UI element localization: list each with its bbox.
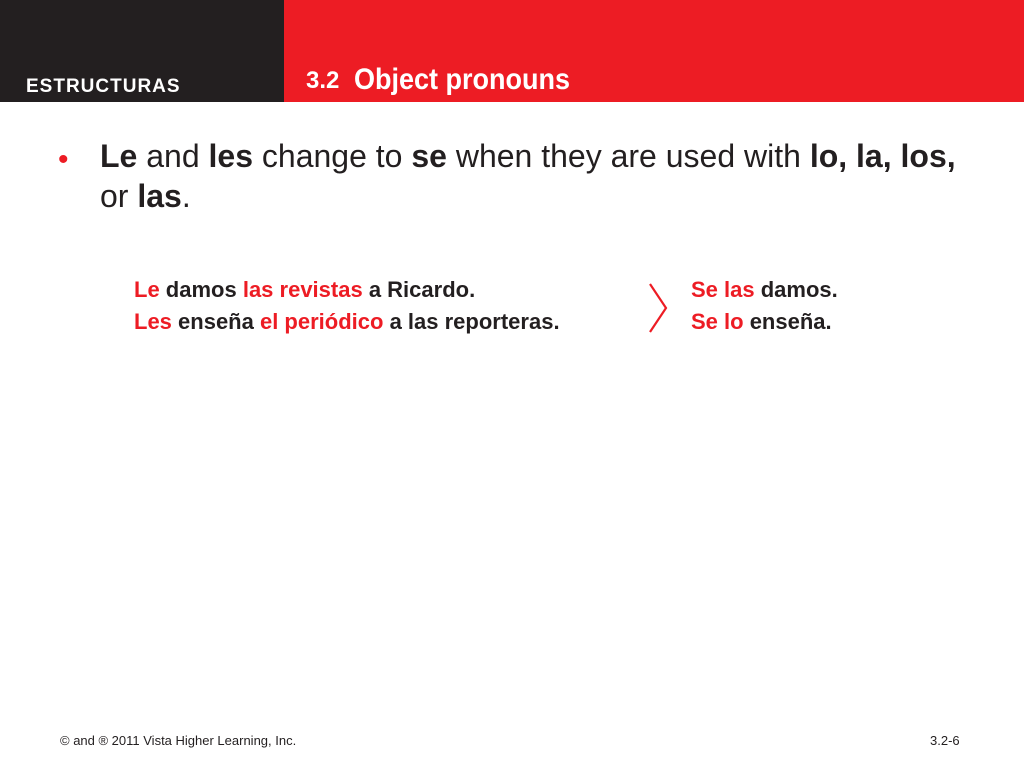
highlighted-pronoun-phrase: las revistas xyxy=(242,277,363,302)
example-sentences-original xyxy=(134,274,560,338)
bullet-marker: • xyxy=(58,143,69,176)
example-sentence xyxy=(134,306,560,338)
bullet-text-segment: when they are used with xyxy=(446,138,810,174)
rewritten-sentence xyxy=(691,306,838,338)
bullet-bold-term: Le xyxy=(100,138,138,174)
lesson-title: Object pronouns xyxy=(354,63,570,96)
highlighted-pronoun-phrase: Les xyxy=(134,309,172,334)
slide-header xyxy=(0,0,1024,102)
bullet-bold-term: las xyxy=(137,178,182,214)
rewritten-sentence xyxy=(691,274,838,306)
bullet-text-segment: change to xyxy=(253,138,412,174)
bullet-text-segment: or xyxy=(100,178,138,214)
copyright-notice: © and ® 2011 Vista Higher Learning, Inc. xyxy=(60,733,297,748)
sentence-text: enseña xyxy=(171,309,260,334)
chevron-right-icon xyxy=(646,282,670,334)
bullet-text xyxy=(100,136,980,216)
example-sentence xyxy=(134,274,560,306)
sentence-text: a Ricardo. xyxy=(362,277,476,302)
bullet-bold-term: se xyxy=(411,138,447,174)
highlighted-pronoun-phrase: el periódico xyxy=(259,309,384,334)
sentence-text: damos. xyxy=(754,277,838,302)
sentence-text: enseña. xyxy=(743,309,832,334)
bullet-text-segment: . xyxy=(181,178,191,214)
section-name: ESTRUCTURAS xyxy=(26,76,181,97)
example-sentences-replaced xyxy=(691,274,838,338)
bullet-bold-term: les xyxy=(208,138,253,174)
highlighted-pronoun-phrase: Se las xyxy=(691,277,755,302)
sentence-text: a las reporteras. xyxy=(383,309,560,334)
slide-number: 3.2-6 xyxy=(930,733,960,748)
bullet-text-segment: and xyxy=(137,138,209,174)
sentence-text: damos xyxy=(159,277,243,302)
highlighted-pronoun-phrase: Se lo xyxy=(691,309,744,334)
bullet-bold-term: lo, la, los, xyxy=(809,138,956,174)
highlighted-pronoun-phrase: Le xyxy=(134,277,160,302)
lesson-number: 3.2 xyxy=(306,67,340,94)
